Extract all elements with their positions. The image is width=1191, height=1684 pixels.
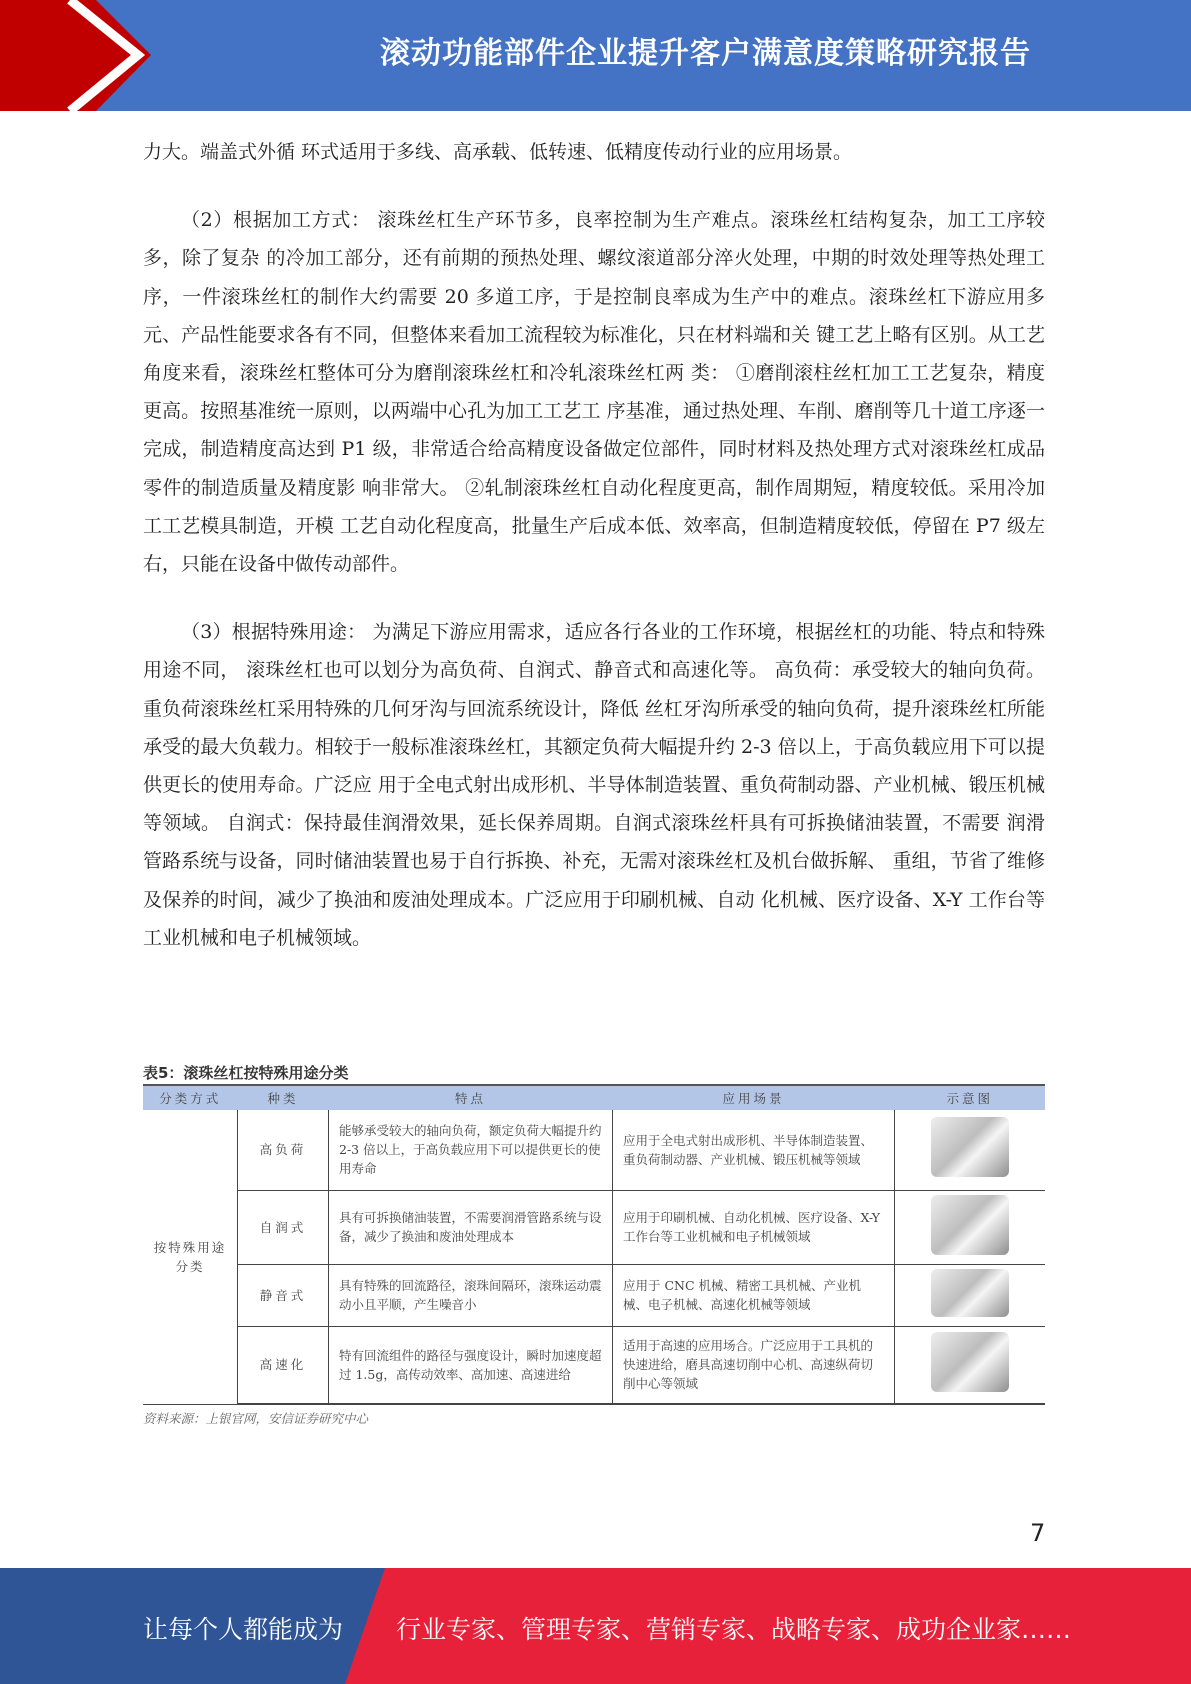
- page-number: 7: [1030, 1519, 1046, 1547]
- table-row: [143, 1190, 1045, 1264]
- report-title: 滚动功能部件企业提升客户满意度策略研究报告: [380, 36, 1031, 71]
- ball-screw-image: [931, 1332, 1009, 1392]
- feature-cell: 具有特殊的回流路径，滚珠间隔环，滚珠运动震动小且平顺，产生噪音小: [329, 1264, 613, 1326]
- image-cell: [895, 1190, 1046, 1264]
- table-row: [143, 1110, 1045, 1190]
- kind-cell: 自润式: [238, 1190, 329, 1264]
- table-source: 资料来源：上银官网，安信证券研究中心: [143, 1411, 369, 1426]
- kind-cell: 静音式: [238, 1264, 329, 1326]
- column-header: 应用场景: [612, 1085, 894, 1110]
- column-header: 示意图: [895, 1085, 1046, 1110]
- image-cell: [895, 1264, 1046, 1326]
- kind-cell: 高速化: [238, 1326, 329, 1404]
- paragraph: （3）根据特殊用途： 为满足下游应用需求，适应各行各业的工作环境，根据丝杠的功能、特点和特殊用途不同， 滚珠丝杠也可以划分为高负荷、自润式、静音式和高速化等。 高负荷：承受较大的轴向负荷。重负荷滚珠丝杠采用特殊的几何牙沟与回流系统设计，降低 丝杠牙沟所承受的轴向负荷，提升滚珠丝杠所能承受的最大负载力。相较于一般标准滚珠丝杠，其额定负荷大幅提升约 2-3 倍以上，于高负载应用下可以提供更长的使用寿命。广泛应 用于全电式射出成形机、半导体制造装置、重负荷制动器、产业机械、锻压机械等领域。 自润式：保持最佳润滑效果，延长保养周期。自润式滚珠丝杆具有可拆换储油装置，不需要 润滑管路系统与设备，同时储油装置也易于自行拆换、补充，无需对滚珠丝杠及机台做拆解、 重组，节省了维修及保养的时间，减少了换油和废油处理成本。广泛应用于印刷机械、自动 化机械、医疗设备、X-Y 工作台等工业机械和电子机械领域。: [143, 621, 1045, 949]
- table-header-row: [143, 1085, 1045, 1110]
- ball-screw-image: [931, 1269, 1009, 1317]
- ball-screw-image: [931, 1195, 1009, 1255]
- table-title: 表5：滚珠丝杠按特殊用途分类: [143, 1064, 349, 1082]
- application-cell: 适用于高速的应用场合。广泛应用于工具机的快速进给，磨具高速切削中心机、高速纵荷切削中心等领域: [612, 1326, 894, 1404]
- paragraph: 力大。端盖式外循 环式适用于多线、高承载、低转速、低精度传动行业的应用场景。: [143, 141, 853, 163]
- application-cell: 应用于印刷机械、自动化机械、医疗设备、X-Y 工作台等工业机械和电子机械领域: [612, 1190, 894, 1264]
- application-cell: 应用于全电式射出成形机、半导体制造装置、重负荷制动器、产业机械、锻压机械等领域: [612, 1110, 894, 1190]
- image-cell: [895, 1326, 1046, 1404]
- table-row: [143, 1264, 1045, 1326]
- footer-banner: [0, 1568, 1191, 1684]
- feature-cell: 能够承受较大的轴向负荷，额定负荷大幅提升约 2-3 倍以上，于高负载应用下可以提供更长的使用寿命: [329, 1110, 613, 1190]
- feature-cell: 具有可拆换储油装置，不需要润滑管路系统与设备，减少了换油和废油处理成本: [329, 1190, 613, 1264]
- feature-cell: 特有回流组件的路径与强度设计，瞬时加速度超过 1.5g，高传动效率、高加速、高速进给: [329, 1326, 613, 1404]
- body-text: [143, 133, 1045, 957]
- image-cell: [895, 1110, 1046, 1190]
- application-cell: 应用于 CNC 机械、精密工具机械、产业机械、电子机械、高速化机械等领域: [612, 1264, 894, 1326]
- ball-screw-image: [931, 1117, 1009, 1177]
- column-header: 分类方式: [143, 1085, 238, 1110]
- footer-slogan-right: 行业专家、管理专家、营销专家、战略专家、成功企业家……: [396, 1615, 1072, 1644]
- kind-cell: 高负荷: [238, 1110, 329, 1190]
- column-header: 种类: [238, 1085, 329, 1110]
- footer-slogan-left: 让每个人都能成为: [143, 1615, 344, 1644]
- column-header: 特点: [329, 1085, 613, 1110]
- header-banner: [0, 0, 1191, 111]
- table-figure: [143, 1062, 1045, 1427]
- classification-table: [143, 1084, 1045, 1405]
- paragraph: （2）根据加工方式： 滚珠丝杠生产环节多，良率控制为生产难点。滚珠丝杠结构复杂，加工工序较多，除了复杂 的冷加工部分，还有前期的预热处理、螺纹滚道部分淬火处理，中期的时效处理等热处理工 序，一件滚珠丝杠的制作大约需要 20 多道工序，于是控制良率成为生产中的难点。滚珠丝杠下游应用多元、产品性能要求各有不同，但整体来看加工流程较为标准化，只在材料端和关 键工艺上略有区别。从工艺角度来看，滚珠丝杠整体可分为磨削滚珠丝杠和冷轧滚珠丝杠两 类： ①磨削滚柱丝杠加工工艺复杂，精度更高。按照基准统一原则，以两端中心孔为加工工艺工 序基准，通过热处理、车削、磨削等几十道工序逐一完成，制造精度高达到 P1 级，非常适合给高精度设备做定位部件，同时材料及热处理方式对滚珠丝杠成品零件的制造质量及精度影 响非常大。 ②轧制滚珠丝杠自动化程度更高，制作周期短，精度较低。采用冷加工工艺模具制造，开模 工艺自动化程度高，批量生产后成本低、效率高，但制造精度较低，停留在 P7 级左右，只能在设备中做传动部件。: [143, 209, 1045, 576]
- category-cell: 按特殊用途分类: [143, 1110, 238, 1404]
- table-row: [143, 1326, 1045, 1404]
